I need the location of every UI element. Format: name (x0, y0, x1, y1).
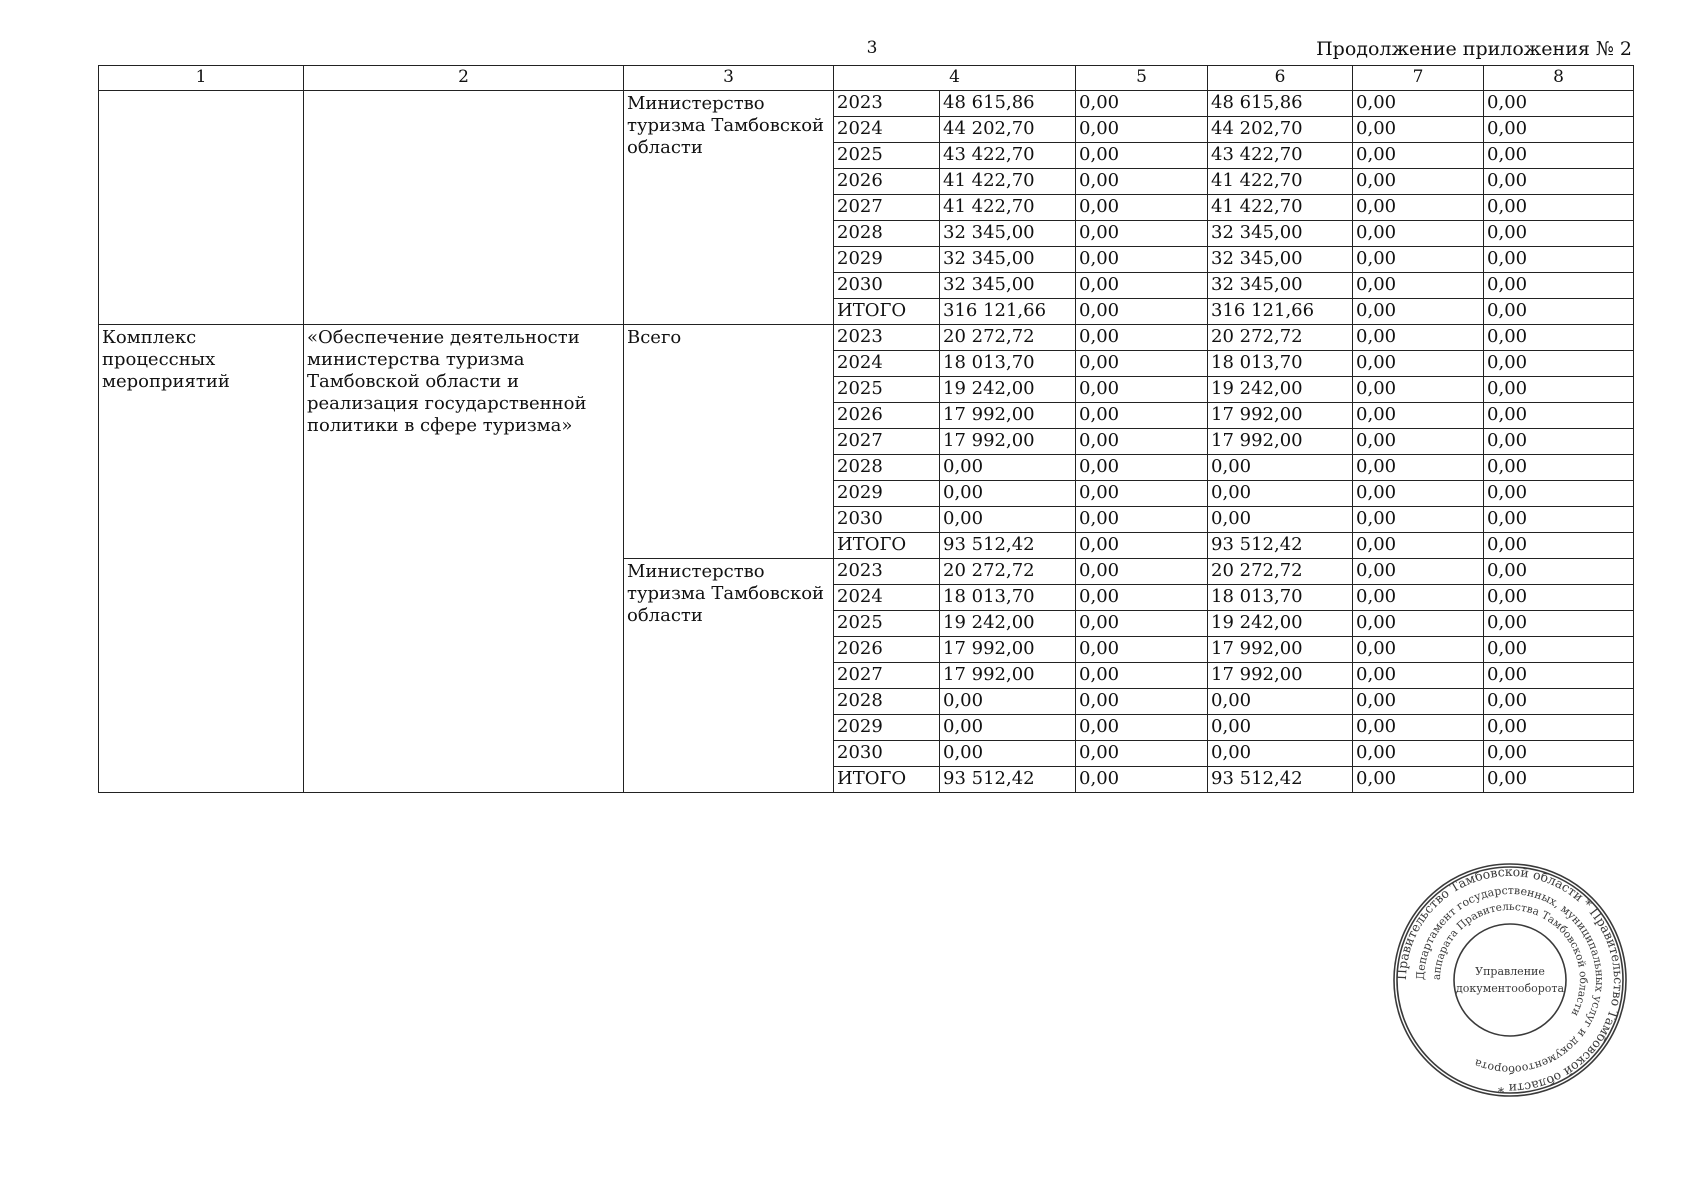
total-amount-cell: 0,00 (940, 715, 1076, 741)
year-cell: 2028 (834, 455, 940, 481)
year-cell: 2030 (834, 507, 940, 533)
federal-budget-cell: 0,00 (1076, 585, 1208, 611)
regional-budget-cell: 20 272,72 (1208, 325, 1353, 351)
column-number: 2 (304, 66, 624, 91)
budget-table (98, 65, 1634, 793)
total-amount-cell: 32 345,00 (940, 273, 1076, 299)
year-cell: 2026 (834, 637, 940, 663)
total-amount-cell: 0,00 (940, 507, 1076, 533)
stamp-middle-text: Департамент государственных, муниципальных услуг и документооборота (1413, 883, 1607, 1077)
federal-budget-cell: 0,00 (1076, 559, 1208, 585)
regional-budget-cell: 19 242,00 (1208, 377, 1353, 403)
column-number: 3 (624, 66, 834, 91)
total-amount-cell: 18 013,70 (940, 585, 1076, 611)
year-cell: 2029 (834, 715, 940, 741)
federal-budget-cell: 0,00 (1076, 247, 1208, 273)
total-amount-cell: 44 202,70 (940, 117, 1076, 143)
year-cell: 2024 (834, 585, 940, 611)
total-amount-cell: 18 013,70 (940, 351, 1076, 377)
local-budget-cell: 0,00 (1353, 195, 1484, 221)
column-number-row (99, 66, 1634, 91)
year-cell: 2029 (834, 481, 940, 507)
year-cell: 2027 (834, 663, 940, 689)
year-cell: 2025 (834, 611, 940, 637)
local-budget-cell: 0,00 (1353, 377, 1484, 403)
federal-budget-cell: 0,00 (1076, 299, 1208, 325)
extra-budget-cell: 0,00 (1484, 325, 1634, 351)
regional-budget-cell: 17 992,00 (1208, 637, 1353, 663)
total-amount-cell: 20 272,72 (940, 325, 1076, 351)
federal-budget-cell: 0,00 (1076, 91, 1208, 117)
regional-budget-cell: 17 992,00 (1208, 663, 1353, 689)
extra-budget-cell: 0,00 (1484, 169, 1634, 195)
table-row (99, 91, 1634, 117)
official-stamp (1390, 860, 1630, 1100)
local-budget-cell: 0,00 (1353, 169, 1484, 195)
extra-budget-cell: 0,00 (1484, 273, 1634, 299)
executor-cell: Министерство туризма Тамбовской области (624, 559, 834, 793)
federal-budget-cell: 0,00 (1076, 195, 1208, 221)
year-cell: 2025 (834, 377, 940, 403)
measure-name-cell: «Обеспечение деятельности министерства туризма Тамбовской области и реализация государственной политики в сфере туризма» (304, 325, 624, 793)
local-budget-cell: 0,00 (1353, 351, 1484, 377)
local-budget-cell: 0,00 (1353, 325, 1484, 351)
total-amount-cell: 19 242,00 (940, 611, 1076, 637)
extra-budget-cell: 0,00 (1484, 637, 1634, 663)
extra-budget-cell: 0,00 (1484, 377, 1634, 403)
regional-budget-cell: 17 992,00 (1208, 403, 1353, 429)
regional-budget-cell: 0,00 (1208, 689, 1353, 715)
total-amount-cell: 17 992,00 (940, 429, 1076, 455)
column-number: 5 (1076, 66, 1208, 91)
extra-budget-cell: 0,00 (1484, 559, 1634, 585)
year-cell: 2027 (834, 429, 940, 455)
local-budget-cell: 0,00 (1353, 273, 1484, 299)
total-amount-cell: 17 992,00 (940, 403, 1076, 429)
regional-budget-cell: 20 272,72 (1208, 559, 1353, 585)
table-body (99, 91, 1634, 793)
stamp-outer-text: Правительство Тамбовской области * Правительство Тамбовской области * (1393, 863, 1627, 1097)
total-amount-cell: 32 345,00 (940, 221, 1076, 247)
extra-budget-cell: 0,00 (1484, 663, 1634, 689)
total-amount-cell: 0,00 (940, 481, 1076, 507)
year-cell: 2030 (834, 741, 940, 767)
extra-budget-cell: 0,00 (1484, 741, 1634, 767)
total-amount-cell: 0,00 (940, 741, 1076, 767)
stamp-inner-text: аппарата Правительства Тамбовской области (1430, 900, 1590, 1019)
local-budget-cell: 0,00 (1353, 403, 1484, 429)
local-budget-cell: 0,00 (1353, 611, 1484, 637)
total-amount-cell: 32 345,00 (940, 247, 1076, 273)
year-cell: 2028 (834, 689, 940, 715)
total-amount-cell: 0,00 (940, 455, 1076, 481)
measure-type-cell: Комплекс процессных мероприятий (99, 325, 304, 793)
year-cell: ИТОГО (834, 533, 940, 559)
year-cell: 2027 (834, 195, 940, 221)
table-row (99, 325, 1634, 351)
regional-budget-cell: 44 202,70 (1208, 117, 1353, 143)
extra-budget-cell: 0,00 (1484, 689, 1634, 715)
regional-budget-cell: 41 422,70 (1208, 169, 1353, 195)
total-amount-cell: 17 992,00 (940, 663, 1076, 689)
local-budget-cell: 0,00 (1353, 143, 1484, 169)
federal-budget-cell: 0,00 (1076, 611, 1208, 637)
local-budget-cell: 0,00 (1353, 481, 1484, 507)
regional-budget-cell: 93 512,42 (1208, 533, 1353, 559)
column-number: 4 (834, 66, 1076, 91)
extra-budget-cell: 0,00 (1484, 299, 1634, 325)
appendix-continuation-label: Продолжение приложения № 2 (1316, 38, 1632, 60)
federal-budget-cell: 0,00 (1076, 715, 1208, 741)
federal-budget-cell: 0,00 (1076, 429, 1208, 455)
federal-budget-cell: 0,00 (1076, 481, 1208, 507)
year-cell: 2023 (834, 325, 940, 351)
regional-budget-cell: 41 422,70 (1208, 195, 1353, 221)
executor-cell: Министерство туризма Тамбовской области (624, 91, 834, 325)
local-budget-cell: 0,00 (1353, 715, 1484, 741)
year-cell: 2023 (834, 91, 940, 117)
year-cell: 2024 (834, 117, 940, 143)
measure-name-cell (304, 91, 624, 325)
extra-budget-cell: 0,00 (1484, 715, 1634, 741)
extra-budget-cell: 0,00 (1484, 455, 1634, 481)
local-budget-cell: 0,00 (1353, 559, 1484, 585)
regional-budget-cell: 17 992,00 (1208, 429, 1353, 455)
federal-budget-cell: 0,00 (1076, 169, 1208, 195)
regional-budget-cell: 18 013,70 (1208, 351, 1353, 377)
column-number: 6 (1208, 66, 1353, 91)
extra-budget-cell: 0,00 (1484, 533, 1634, 559)
extra-budget-cell: 0,00 (1484, 767, 1634, 793)
extra-budget-cell: 0,00 (1484, 247, 1634, 273)
federal-budget-cell: 0,00 (1076, 637, 1208, 663)
total-amount-cell: 41 422,70 (940, 195, 1076, 221)
extra-budget-cell: 0,00 (1484, 481, 1634, 507)
local-budget-cell: 0,00 (1353, 689, 1484, 715)
year-cell: 2024 (834, 351, 940, 377)
federal-budget-cell: 0,00 (1076, 117, 1208, 143)
year-cell: 2025 (834, 143, 940, 169)
regional-budget-cell: 32 345,00 (1208, 273, 1353, 299)
local-budget-cell: 0,00 (1353, 507, 1484, 533)
local-budget-cell: 0,00 (1353, 455, 1484, 481)
regional-budget-cell: 0,00 (1208, 507, 1353, 533)
local-budget-cell: 0,00 (1353, 741, 1484, 767)
local-budget-cell: 0,00 (1353, 533, 1484, 559)
local-budget-cell: 0,00 (1353, 637, 1484, 663)
total-amount-cell: 48 615,86 (940, 91, 1076, 117)
federal-budget-cell: 0,00 (1076, 403, 1208, 429)
federal-budget-cell: 0,00 (1076, 507, 1208, 533)
regional-budget-cell: 0,00 (1208, 455, 1353, 481)
year-cell: 2030 (834, 273, 940, 299)
extra-budget-cell: 0,00 (1484, 585, 1634, 611)
regional-budget-cell: 19 242,00 (1208, 611, 1353, 637)
federal-budget-cell: 0,00 (1076, 663, 1208, 689)
total-amount-cell: 17 992,00 (940, 637, 1076, 663)
federal-budget-cell: 0,00 (1076, 455, 1208, 481)
local-budget-cell: 0,00 (1353, 221, 1484, 247)
federal-budget-cell: 0,00 (1076, 325, 1208, 351)
extra-budget-cell: 0,00 (1484, 195, 1634, 221)
year-cell: 2023 (834, 559, 940, 585)
regional-budget-cell: 0,00 (1208, 741, 1353, 767)
regional-budget-cell: 43 422,70 (1208, 143, 1353, 169)
local-budget-cell: 0,00 (1353, 299, 1484, 325)
total-amount-cell: 43 422,70 (940, 143, 1076, 169)
year-cell: ИТОГО (834, 767, 940, 793)
executor-cell: Всего (624, 325, 834, 559)
federal-budget-cell: 0,00 (1076, 221, 1208, 247)
extra-budget-cell: 0,00 (1484, 143, 1634, 169)
regional-budget-cell: 32 345,00 (1208, 247, 1353, 273)
year-cell: 2028 (834, 221, 940, 247)
federal-budget-cell: 0,00 (1076, 533, 1208, 559)
regional-budget-cell: 0,00 (1208, 715, 1353, 741)
extra-budget-cell: 0,00 (1484, 117, 1634, 143)
federal-budget-cell: 0,00 (1076, 143, 1208, 169)
column-number: 7 (1353, 66, 1484, 91)
federal-budget-cell: 0,00 (1076, 767, 1208, 793)
measure-type-cell (99, 91, 304, 325)
federal-budget-cell: 0,00 (1076, 351, 1208, 377)
column-number: 1 (99, 66, 304, 91)
year-cell: 2026 (834, 169, 940, 195)
total-amount-cell: 93 512,42 (940, 533, 1076, 559)
local-budget-cell: 0,00 (1353, 117, 1484, 143)
stamp-center-line: Управление (1475, 965, 1545, 978)
column-number: 8 (1484, 66, 1634, 91)
year-cell: ИТОГО (834, 299, 940, 325)
federal-budget-cell: 0,00 (1076, 273, 1208, 299)
local-budget-cell: 0,00 (1353, 91, 1484, 117)
total-amount-cell: 19 242,00 (940, 377, 1076, 403)
regional-budget-cell: 93 512,42 (1208, 767, 1353, 793)
regional-budget-cell: 0,00 (1208, 481, 1353, 507)
federal-budget-cell: 0,00 (1076, 689, 1208, 715)
federal-budget-cell: 0,00 (1076, 377, 1208, 403)
local-budget-cell: 0,00 (1353, 585, 1484, 611)
local-budget-cell: 0,00 (1353, 663, 1484, 689)
extra-budget-cell: 0,00 (1484, 221, 1634, 247)
local-budget-cell: 0,00 (1353, 429, 1484, 455)
year-cell: 2026 (834, 403, 940, 429)
regional-budget-cell: 32 345,00 (1208, 221, 1353, 247)
regional-budget-cell: 316 121,66 (1208, 299, 1353, 325)
total-amount-cell: 0,00 (940, 689, 1076, 715)
total-amount-cell: 41 422,70 (940, 169, 1076, 195)
page-number: 3 (866, 38, 878, 58)
total-amount-cell: 316 121,66 (940, 299, 1076, 325)
extra-budget-cell: 0,00 (1484, 403, 1634, 429)
extra-budget-cell: 0,00 (1484, 351, 1634, 377)
extra-budget-cell: 0,00 (1484, 611, 1634, 637)
year-cell: 2029 (834, 247, 940, 273)
local-budget-cell: 0,00 (1353, 247, 1484, 273)
regional-budget-cell: 48 615,86 (1208, 91, 1353, 117)
local-budget-cell: 0,00 (1353, 767, 1484, 793)
federal-budget-cell: 0,00 (1076, 741, 1208, 767)
total-amount-cell: 93 512,42 (940, 767, 1076, 793)
total-amount-cell: 20 272,72 (940, 559, 1076, 585)
extra-budget-cell: 0,00 (1484, 507, 1634, 533)
regional-budget-cell: 18 013,70 (1208, 585, 1353, 611)
extra-budget-cell: 0,00 (1484, 91, 1634, 117)
stamp-center-line: документооборота (1455, 982, 1565, 995)
extra-budget-cell: 0,00 (1484, 429, 1634, 455)
